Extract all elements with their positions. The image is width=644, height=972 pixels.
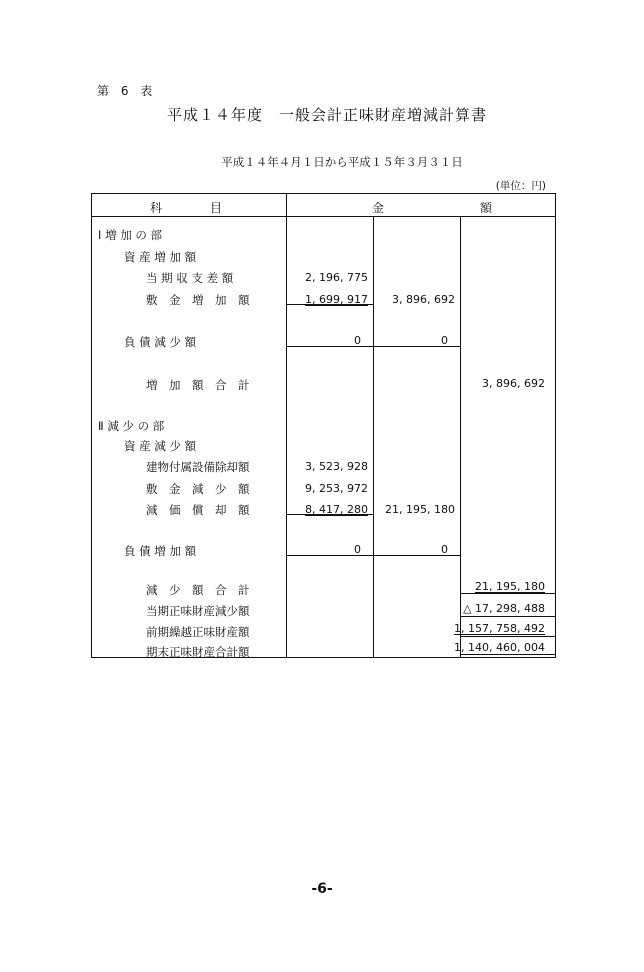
row-decrease-total: 減 少 額 合 計 [146,583,250,597]
row-net-assets-decrease: 当期正味財産減少額 [146,604,250,618]
section-decrease: Ⅱ 減 少 の 部 [98,419,165,433]
total-increase: 3, 896, 692 [482,377,545,390]
total-decrease: 21, 195, 180 [475,580,545,593]
row-liability-increase: 負 債 増 加 額 [124,544,197,558]
unit-label: (単位：円) [495,180,546,192]
net-assets-end-value: 1, 140, 460, 004 [454,641,545,654]
row-deposit-decrease: 敷 金 減 少 額 [146,482,250,496]
value-deposit-decrease: 9, 253, 972 [305,482,368,495]
value-deposit-increase: 1, 699, 917 [305,293,368,306]
row-current-balance: 当 期 収 支 差 額 [146,271,234,285]
row-asset-decrease: 資 産 減 少 額 [124,439,197,453]
row-net-assets-brought-forward: 前期繰越正味財産額 [146,625,250,639]
table-number-label: 第 6 表 [97,84,157,98]
value-depreciation: 8, 417, 280 [305,503,368,516]
header-amount: 金 額 [372,201,493,215]
section-increase: Ⅰ 増 加 の 部 [98,228,163,242]
value-equipment-removal: 3, 523, 928 [305,460,368,473]
subtotal-asset-decrease: 21, 195, 180 [385,503,455,516]
net-assets-brought-forward-value: 1, 157, 758, 492 [454,622,545,635]
page-title: 平成１４年度 一般会計正味財産増減計算書 [166,106,487,124]
subtotal-liability-increase: 0 [441,543,448,556]
value-liability-increase: 0 [354,543,361,556]
net-assets-decrease-value: △ 17, 298, 488 [463,602,545,615]
period-text: 平成１４年４月１日から平成１５年３月３１日 [221,155,463,169]
row-asset-increase: 資 産 増 加 額 [124,250,197,264]
row-equipment-removal: 建物付属設備除却額 [146,460,250,474]
header-subject: 科 目 [150,201,223,215]
page-number: -6- [311,881,333,897]
row-depreciation: 減 価 償 却 額 [146,503,250,517]
value-current-balance: 2, 196, 775 [305,271,368,284]
row-liability-decrease: 負 債 減 少 額 [124,335,197,349]
subtotal-asset-increase: 3, 896, 692 [392,293,455,306]
row-deposit-increase: 敷 金 増 加 額 [146,293,250,307]
subtotal-liability-decrease: 0 [441,334,448,347]
row-net-assets-end: 期末正味財産合計額 [146,645,250,659]
value-liability-decrease: 0 [354,334,361,347]
row-increase-total: 増 加 額 合 計 [146,378,250,392]
